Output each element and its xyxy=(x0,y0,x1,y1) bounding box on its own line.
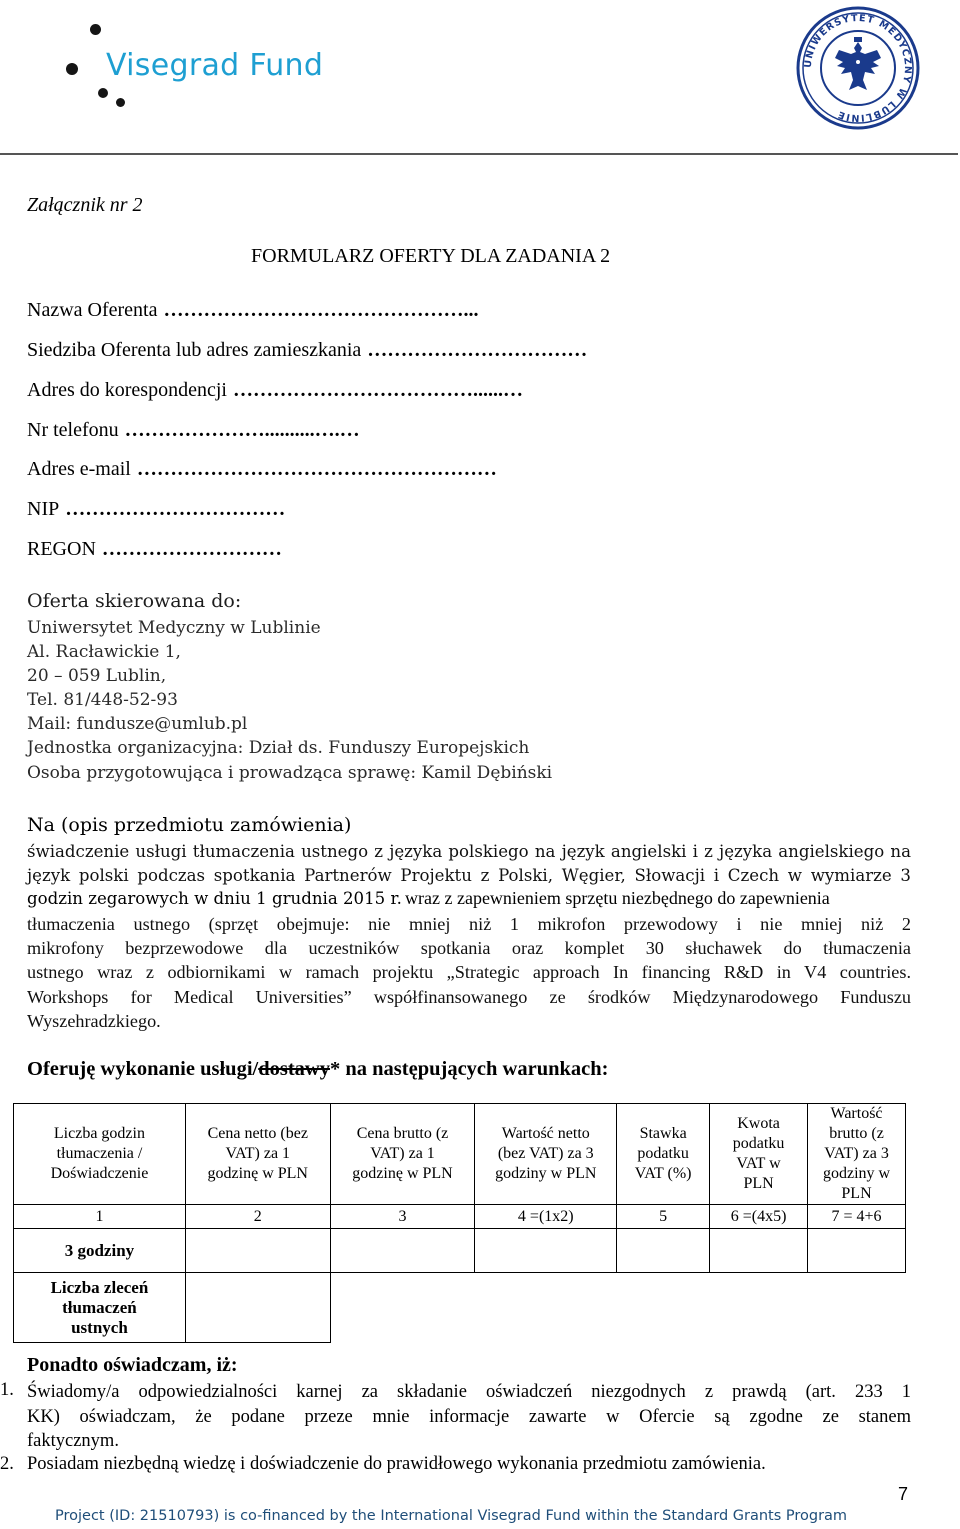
fill-in-dots: ………………………………......… xyxy=(232,379,523,401)
fill-in-dots: …………………..........….… xyxy=(124,419,360,441)
offer-heading-text: * na następujących warunkach: xyxy=(329,1058,609,1080)
field-label: REGON xyxy=(27,538,96,560)
input-cell[interactable] xyxy=(475,1229,617,1273)
empty-area xyxy=(475,1273,617,1343)
recipient-line: 20 – 059 Lublin, xyxy=(27,666,167,686)
table-row-hours xyxy=(14,1229,906,1273)
declaration-line: faktycznym. xyxy=(27,1431,119,1451)
subject-line: Workshops for Medical Universities” współfinansowanego ze środków Międzynarodowego Funduszu xyxy=(27,986,911,1007)
input-cell[interactable] xyxy=(185,1229,330,1273)
field-offeror-address xyxy=(27,339,587,362)
recipient-line: Osoba przygotowująca i prowadząca sprawę: Kamil Dębiński xyxy=(27,763,553,783)
table-header-cell: Cena brutto (z VAT) za 1 godzinę w PLN xyxy=(330,1104,475,1205)
table-header-cell: Wartość brutto (z VAT) za 3 godziny w PLN xyxy=(808,1104,906,1205)
list-number: 2. xyxy=(0,1454,14,1474)
annex-label: Załącznik nr 2 xyxy=(27,194,143,216)
subject-description-a xyxy=(27,840,911,888)
input-cell[interactable] xyxy=(185,1273,330,1343)
page-header xyxy=(0,0,960,160)
field-phone xyxy=(27,419,360,442)
fill-in-dots: …………………………… xyxy=(367,339,588,361)
header-divider xyxy=(0,153,958,155)
field-label: Nazwa Oferenta xyxy=(27,299,158,321)
fill-in-dots: …………………………… xyxy=(65,498,286,520)
field-label: Nr telefonu xyxy=(27,419,119,441)
field-offeror-name xyxy=(27,299,478,322)
field-regon xyxy=(27,538,282,561)
subject-line: świadczenie usługi tłumaczenia ustnego z języka polskiego na język angielski i z języka angielskiego na xyxy=(27,842,911,861)
row-label: 3 godziny xyxy=(14,1229,186,1273)
subject-line: ustnego wraz z odbiornikami w ramach projektu „Strategic approach In financing R&D in V4 countries. xyxy=(27,962,911,983)
field-label: Adres e-mail xyxy=(27,458,131,480)
table-number-row xyxy=(14,1205,906,1229)
offer-heading-text: Oferuję wykonanie usługi/ xyxy=(27,1058,259,1080)
table-number-cell: 1 xyxy=(14,1205,186,1229)
table-row-experience xyxy=(14,1273,906,1343)
field-label: NIP xyxy=(27,498,60,520)
offer-heading-struck: dostawy xyxy=(258,1058,330,1080)
subject-title: Na (opis przedmiotu zamówienia) xyxy=(27,814,352,836)
page-number: 7 xyxy=(898,1484,909,1504)
empty-area xyxy=(808,1273,906,1343)
logo-dot xyxy=(98,88,108,98)
field-nip xyxy=(27,498,285,521)
table-number-cell: 4 =(1x2) xyxy=(475,1205,617,1229)
table-number-cell: 6 =(4x5) xyxy=(710,1205,808,1229)
table-header-row xyxy=(14,1104,906,1205)
offer-table xyxy=(13,1103,906,1343)
input-cell[interactable] xyxy=(710,1229,808,1273)
declaration-item-1 xyxy=(27,1380,911,1454)
recipient-line: Mail: fundusze@umlub.pl xyxy=(27,714,248,734)
subject-line: tłumaczenia ustnego (sprzęt obejmuje: nie mniej niż 1 mikrofon przewodowy i nie mniej niż 2 xyxy=(27,914,911,934)
offer-heading xyxy=(27,1058,608,1081)
input-cell[interactable] xyxy=(330,1229,475,1273)
table-number-cell: 7 = 4+6 xyxy=(808,1205,906,1229)
field-email xyxy=(27,458,497,481)
logo-dot xyxy=(116,98,125,107)
recipient-line: Al. Racławickie 1, xyxy=(27,642,181,662)
table-header-cell: Kwota podatku VAT w PLN xyxy=(710,1104,808,1205)
declaration-item-2: Posiadam niezbędną wiedzę i doświadczenie do prawidłowego wykonania przedmiotu zamówienia. xyxy=(27,1454,766,1474)
table-number-cell: 5 xyxy=(617,1205,710,1229)
recipient-line: Jednostka organizacyjna: Dział ds. Funduszy Europejskich xyxy=(27,738,530,758)
subject-line: mikrofony bezprzewodowe dla uczestników spotkania oraz komplet 30 słuchawek do tłumaczenia xyxy=(27,938,911,959)
subject-description-b xyxy=(27,912,911,1033)
fill-in-dots: ……………………………………………… xyxy=(136,458,497,480)
declaration-line: KK) oświadczam, że podane przeze mnie informacje zawarte w Ofercie są zgodne ze stanem xyxy=(27,1406,911,1427)
fill-in-dots: ……………………… xyxy=(101,538,282,560)
seal-text: UNIWERSYTET MEDYCZNY W LUBLINIE xyxy=(802,12,914,124)
logo-dot xyxy=(90,24,101,35)
form-title: FORMULARZ OFERTY DLA ZADANIA 2 xyxy=(251,245,611,267)
subject-line-equipment: wraz z zapewnieniem sprzętu niezbędnego do zapewnienia xyxy=(405,888,830,908)
subject-line: Wyszehradzkiego. xyxy=(27,1010,161,1031)
logo-dot xyxy=(66,63,78,75)
university-seal-icon xyxy=(795,6,921,130)
table-header-cell: Liczba godzin tłumaczenia / Doświadczenie xyxy=(14,1104,186,1205)
table-header-cell: Cena netto (bez VAT) za 1 godzinę w PLN xyxy=(185,1104,330,1205)
declaration-line: Świadomy/a odpowiedzialności karnej za składanie oświadczeń niezgodnych z prawdą (art. 233 1 xyxy=(27,1382,911,1402)
field-label: Adres do korespondencji xyxy=(27,379,227,401)
input-cell[interactable] xyxy=(617,1229,710,1273)
recipient-line: Uniwersytet Medyczny w Lublinie xyxy=(27,618,321,638)
list-number: 1. xyxy=(0,1380,14,1400)
subject-line: język polski podczas spotkania Partnerów Projektu z Polski, Węgier, Słowacji i Czech w wymiarze 3 xyxy=(27,866,911,886)
row-label: Liczba zleceń tłumaczeń ustnych xyxy=(14,1273,186,1343)
recipient-line: Tel. 81/448-52-93 xyxy=(27,690,178,710)
input-cell[interactable] xyxy=(808,1229,906,1273)
recipient-title: Oferta skierowana do: xyxy=(27,590,242,612)
empty-area xyxy=(617,1273,710,1343)
fill-in-dots: ………………………………………... xyxy=(163,299,479,321)
logo-text: Visegrad Fund xyxy=(106,48,324,83)
table-header-cell: Wartość netto (bez VAT) za 3 godziny w PLN xyxy=(475,1104,617,1205)
empty-area xyxy=(330,1273,475,1343)
declarations-title: Ponadto oświadczam, iż: xyxy=(27,1354,238,1376)
table-number-cell: 2 xyxy=(185,1205,330,1229)
table-number-cell: 3 xyxy=(330,1205,475,1229)
empty-area xyxy=(710,1273,808,1343)
subject-line-date: godzin zegarowych w dniu 1 grudnia 2015 r. xyxy=(27,889,402,908)
field-correspondence-address xyxy=(27,379,523,402)
footer-text: Project (ID: 21510793) is co-financed by the International Visegrad Fund within the Standard Grants Program xyxy=(55,1508,848,1524)
table-header-cell: Stawka podatku VAT (%) xyxy=(617,1104,710,1205)
field-label: Siedziba Oferenta lub adres zamieszkania xyxy=(27,339,362,361)
